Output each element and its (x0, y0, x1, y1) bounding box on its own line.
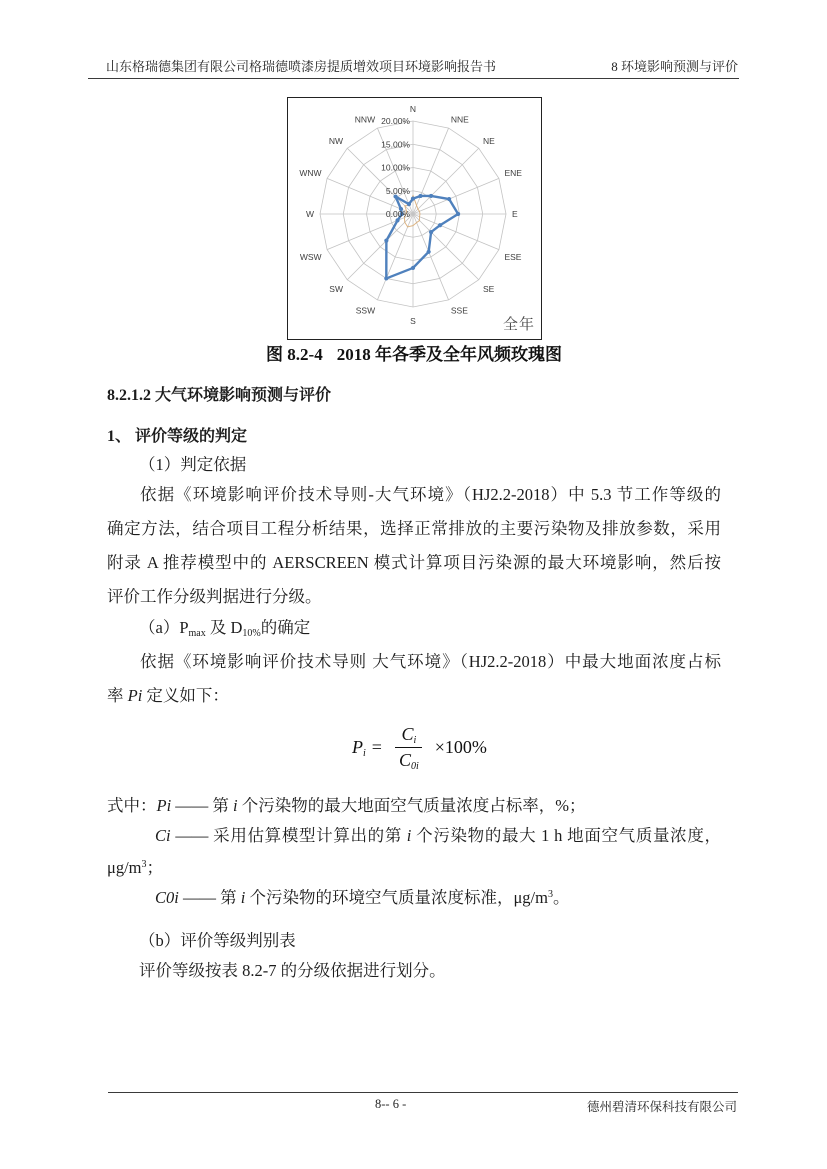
header-left-title: 山东格瑞德集团有限公司格瑞德喷漆房提质增效项目环境影响报告书 (106, 59, 497, 74)
def-text: 个污染物的最大 1 h 地面空气质量浓度， (411, 826, 722, 845)
item-a-text: （a）P (139, 618, 189, 637)
svg-text:E: E (512, 209, 518, 219)
def-text: 个污染物的环境空气质量浓度标准，μg/m (245, 888, 548, 907)
def-label: 式中： (107, 796, 157, 815)
item-a-heading (139, 611, 753, 645)
formula-numerator: $C_i$ (395, 724, 422, 748)
item-a-text: 的确定 (260, 618, 311, 637)
svg-text:ESE: ESE (504, 251, 522, 262)
svg-text:NE: NE (483, 135, 495, 146)
svg-text:N: N (409, 104, 417, 114)
para-2-line (107, 679, 721, 713)
header-right-title: 8 环境影响预测与评价 (611, 59, 738, 74)
item-a-text: 及 D (205, 618, 243, 637)
svg-text:NNE: NNE (450, 114, 469, 125)
def-text: —— 第 (171, 796, 234, 815)
def-text: —— 采用估算模型计算出的第 (170, 826, 407, 845)
svg-text:5.00%: 5.00% (385, 185, 410, 196)
svg-text:SSW: SSW (355, 305, 376, 316)
section-heading: 8.2.1.2 大气环境影响预测与评价 (107, 387, 332, 404)
symbol-ci: Ci (155, 826, 171, 845)
wind-rose-figure-box (287, 97, 542, 340)
def-text: 。 (552, 888, 570, 907)
svg-text:SE: SE (483, 284, 495, 295)
subsection-heading: 1、 评价等级的判定 (107, 428, 248, 445)
unit-sup: 3 (547, 889, 553, 900)
definition-ci (155, 819, 721, 853)
symbol-i: i (240, 888, 246, 907)
svg-text:SSE: SSE (450, 305, 468, 316)
svg-text:0.00%: 0.00% (385, 209, 410, 219)
svg-text:ENE: ENE (504, 168, 522, 179)
svg-text:10.00%: 10.00% (381, 162, 410, 173)
svg-text:NW: NW (328, 135, 343, 146)
symbol-pi: Pi (127, 686, 143, 705)
wind-rose-chart (288, 98, 541, 342)
svg-text:20.00%: 20.00% (381, 116, 410, 126)
item-a-sub-max: max (188, 628, 206, 639)
symbol-i: i (406, 826, 412, 845)
svg-text:S: S (410, 316, 416, 326)
definition-pi (107, 789, 721, 823)
def-text: 个污染物的最大地面空气质量浓度占标率，%； (237, 796, 586, 815)
svg-text:WSW: WSW (299, 251, 322, 262)
formula-times-100: ×100% (434, 737, 487, 757)
symbol-c0i: C0i (155, 888, 179, 907)
footer-rule (108, 1092, 738, 1093)
wind-rose-svg (288, 98, 539, 337)
svg-text:SW: SW (329, 284, 343, 295)
formula-pi-definition (352, 724, 487, 771)
figure-caption (107, 340, 721, 365)
unit-text: ； (146, 858, 164, 877)
formula-equals: = (371, 737, 382, 757)
closing-line: 评价等级按表 8.2-7 的分级依据进行划分。 (139, 961, 446, 980)
svg-text:15.00%: 15.00% (381, 139, 410, 150)
para-2-text: 定义如下： (142, 686, 229, 705)
para-1-line: 附录 A 推荐模型中的 AERSCREEN 模式计算项目污染源的最大环境影响，然后按 (107, 553, 721, 572)
formula-denominator: $C_{0i}$ (398, 750, 419, 772)
formula-fraction (393, 724, 425, 771)
formula-lhs: $P_i$ (352, 737, 366, 759)
figure-caption-label: 图 8.2-4 (266, 345, 323, 364)
footer-company: 德州碧清环保科技有限公司 (586, 1100, 737, 1114)
unit-sup: 3 (141, 859, 147, 870)
item-a-sub-10pct: 10% (242, 628, 261, 639)
def-text: —— 第 (178, 888, 241, 907)
page-number: 8-- 6 - (375, 1097, 407, 1111)
svg-text:NNW: NNW (354, 114, 376, 125)
symbol-pi: Pi (156, 796, 172, 815)
para-2-text: 率 (107, 686, 128, 705)
unit-text: μg/m (107, 858, 142, 877)
chart-corner-label: 全年 (502, 317, 535, 333)
definition-c0i (155, 881, 721, 915)
para-1-line: 依据《环境影响评价技术导则-大气环境》（HJ2.2-2018）中 5.3 节工作等级的 (140, 485, 721, 504)
item-1-heading: （1）判定依据 (139, 455, 247, 474)
definition-ci-units (107, 851, 721, 885)
radar-grid (320, 121, 506, 307)
figure-caption-title: 2018 年各季及全年风频玫瑰图 (336, 345, 562, 364)
item-b-heading: （b）评价等级判别表 (139, 931, 296, 950)
header-rule (88, 78, 739, 79)
para-1-line: 评价工作分级判据进行分级。 (107, 587, 322, 606)
para-2-line: 依据《环境影响评价技术导则 大气环境》（HJ2.2-2018）中最大地面浓度占标 (140, 652, 721, 671)
para-1-line: 确定方法，结合项目工程分析结果，选择正常排放的主要污染物及排放参数，采用 (107, 519, 721, 538)
symbol-i: i (233, 796, 238, 815)
svg-text:WNW: WNW (299, 168, 322, 179)
svg-text:W: W (305, 209, 314, 219)
